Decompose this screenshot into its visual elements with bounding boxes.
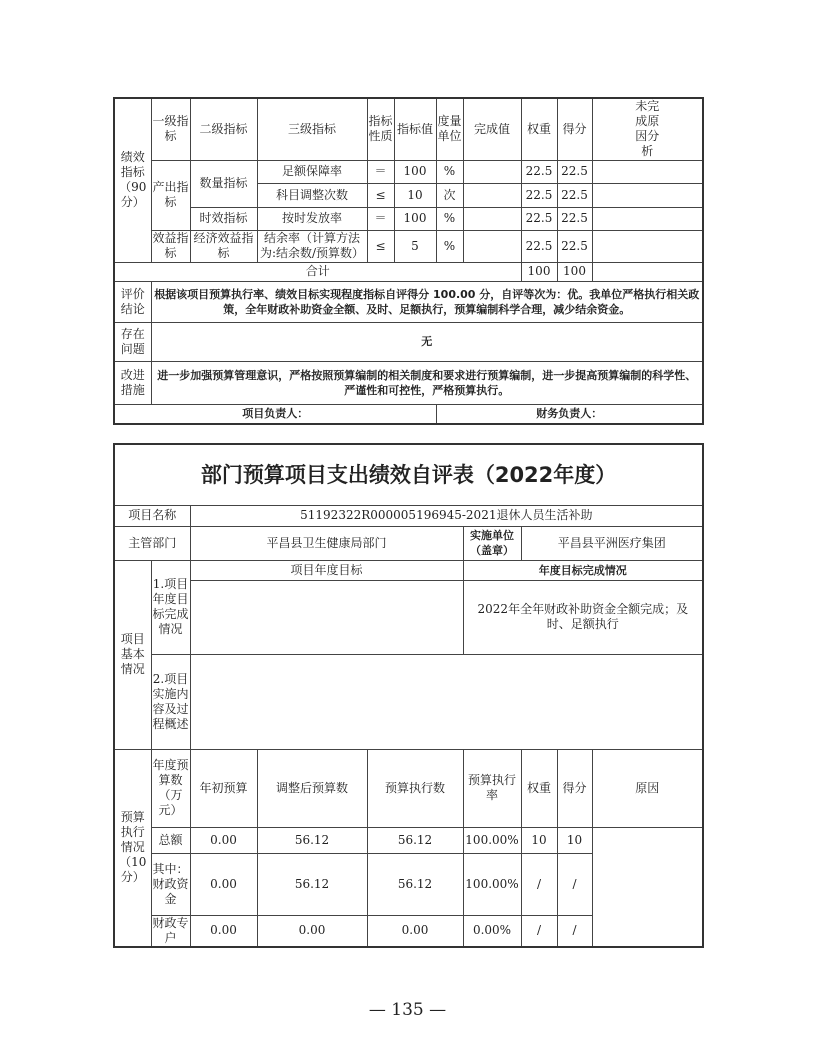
- header-cell: 度量单位: [436, 98, 463, 160]
- conclusion-label: 评价结论: [114, 281, 151, 322]
- header-cell: 指标值: [394, 98, 436, 160]
- level1-cell: 产出指标: [151, 160, 190, 230]
- level1-cell: 效益指标: [152, 231, 189, 260]
- improve-text: 进一步加强预算管理意识，严格按照预算编制的相关制度和要求进行预算编制，进一步提高预算编制的科学性、严谨性和可控性，严格预算执行。: [151, 361, 703, 404]
- reason-cell: [592, 160, 703, 183]
- table-row: [114, 160, 703, 183]
- total-score: 100: [557, 262, 592, 281]
- budget-header: 得分: [557, 749, 592, 827]
- total-weight: 100: [521, 262, 557, 281]
- reason-cell: [592, 230, 703, 262]
- budget-cell: 56.12: [367, 853, 463, 915]
- section-label: 绩效指标（90分）: [114, 98, 151, 262]
- value-cell: 10: [394, 183, 436, 207]
- header-cell: 完成值: [463, 98, 521, 160]
- budget-cell: 0.00: [257, 915, 367, 947]
- unit-cell: %: [436, 207, 463, 230]
- budget-header: 权重: [521, 749, 557, 827]
- budget-cell: /: [521, 853, 557, 915]
- budget-header: 年初预算: [190, 749, 257, 827]
- score-cell: 22.5: [557, 230, 592, 262]
- done-header: 年度目标完成情况: [463, 560, 703, 580]
- improve-label: 改进措施: [114, 361, 151, 404]
- budget-cell: 其中：财政资金: [151, 853, 190, 915]
- total-row: [114, 262, 703, 281]
- reason-cell: [592, 183, 703, 207]
- budget-cell: 10: [557, 827, 592, 853]
- budget-cell: /: [557, 915, 592, 947]
- project-name-label: 项目名称: [114, 505, 190, 526]
- budget-cell: 0.00: [190, 827, 257, 853]
- budget-cell: 0.00: [190, 915, 257, 947]
- level2-cell: 经济效益指标: [190, 230, 257, 262]
- header-cell: 指标性质: [367, 98, 394, 160]
- goal-header: 项目年度目标: [190, 560, 463, 580]
- header-cell: 二级指标: [190, 98, 257, 160]
- budget-header: 年度预算数（万元）: [151, 749, 190, 827]
- header-cell: 三级指标: [257, 98, 367, 160]
- content-value: [190, 654, 703, 749]
- value-cell: 5: [394, 230, 436, 262]
- done-cell: [463, 230, 521, 262]
- budget-cell: 56.12: [367, 827, 463, 853]
- budget-row: [114, 827, 703, 853]
- budget-label: 预算执行情况（10分）: [114, 749, 151, 947]
- done-cell: [463, 160, 521, 183]
- weight-cell: 22.5: [521, 160, 557, 183]
- unit-cell: 次: [436, 183, 463, 207]
- issues-label: 存在问题: [114, 322, 151, 361]
- budget-cell: 100.00%: [463, 853, 521, 915]
- weight-cell: 22.5: [521, 230, 557, 262]
- reason-cell: [592, 827, 703, 947]
- level2-cell: 数量指标: [190, 160, 257, 207]
- reason-cell: [592, 207, 703, 230]
- score-cell: 22.5: [557, 207, 592, 230]
- budget-header: 预算执行数: [367, 749, 463, 827]
- unit-cell: %: [436, 230, 463, 262]
- budget-header: 预算执行率: [463, 749, 521, 827]
- value-cell: 100: [394, 160, 436, 183]
- budget-cell: /: [521, 915, 557, 947]
- done-cell: [463, 207, 521, 230]
- score-cell: 22.5: [557, 160, 592, 183]
- header-cell: 一级指标: [151, 98, 190, 160]
- self-evaluation-form: [113, 443, 704, 948]
- budget-cell: /: [557, 853, 592, 915]
- finance-lead-signature: 财务负责人：: [436, 404, 703, 424]
- level3-cell: 足额保障率: [257, 160, 367, 183]
- nature-cell: ≤: [367, 230, 394, 262]
- performance-indicator-table: [113, 97, 704, 425]
- content-label: 2.项目实施内容及过程概述: [151, 654, 190, 749]
- budget-cell: 10: [521, 827, 557, 853]
- budget-cell: 100.00%: [463, 827, 521, 853]
- dept-label: 主管部门: [114, 526, 190, 560]
- total-label: 合计: [114, 262, 521, 281]
- project-lead-signature: 项目负责人：: [114, 404, 436, 424]
- value-cell: 100: [394, 207, 436, 230]
- table-row: [114, 230, 703, 262]
- impl-value: 平昌县平洲医疗集团: [521, 526, 703, 560]
- header-cell: 未完成原因分析: [592, 98, 703, 160]
- total-reason-cell: [592, 262, 703, 281]
- level2-cell: 时效指标: [190, 207, 257, 230]
- score-cell: 22.5: [557, 183, 592, 207]
- budget-header: 原因: [592, 749, 703, 827]
- basic-info-label: 项目基本情况: [114, 560, 151, 749]
- nature-cell: ＝: [367, 160, 394, 183]
- budget-cell: 总额: [151, 827, 190, 853]
- budget-cell: 56.12: [257, 853, 367, 915]
- nature-cell: ＝: [367, 207, 394, 230]
- dept-value: 平昌县卫生健康局部门: [190, 526, 463, 560]
- nature-cell: ≤: [367, 183, 394, 207]
- project-name-value: 51192322R000005196945-2021退休人员生活补助: [190, 505, 703, 526]
- budget-cell: 0.00%: [463, 915, 521, 947]
- goal-label: 1.项目年度目标完成情况: [151, 560, 190, 654]
- form-title: 部门预算项目支出绩效自评表（2022年度）: [114, 444, 703, 505]
- page-number: — 135 —: [368, 1000, 447, 1020]
- unit-cell: %: [436, 160, 463, 183]
- issues-text: 无: [151, 322, 703, 361]
- weight-cell: 22.5: [521, 207, 557, 230]
- budget-cell: 财政专户: [152, 915, 189, 945]
- header-cell: 得分: [557, 98, 592, 160]
- level3-cell: 科目调整次数: [257, 183, 367, 207]
- level3-cell: 按时发放率: [257, 207, 367, 230]
- impl-label: 实施单位（盖章）: [463, 526, 521, 560]
- table-row: [114, 207, 703, 230]
- header-cell: 权重: [521, 98, 557, 160]
- goal-value: [190, 580, 463, 654]
- budget-cell: 56.12: [257, 827, 367, 853]
- conclusion-text: 根据该项目预算执行率、绩效目标实现程度指标自评得分 100.00 分，自评等次为：优。我单位严格执行相关政策，全年财政补助资金全额、及时、足额执行，预算编制科学合理，减少结余资金。: [151, 281, 703, 322]
- budget-cell: 0.00: [367, 915, 463, 947]
- weight-cell: 22.5: [521, 183, 557, 207]
- budget-cell: 0.00: [190, 853, 257, 915]
- done-cell: [463, 183, 521, 207]
- done-value: 2022年全年财政补助资金全额完成；及时、足额执行: [463, 580, 703, 654]
- level3-cell: 结余率（计算方法为:结余数/预算数）: [257, 230, 367, 262]
- budget-header: 调整后预算数: [257, 749, 367, 827]
